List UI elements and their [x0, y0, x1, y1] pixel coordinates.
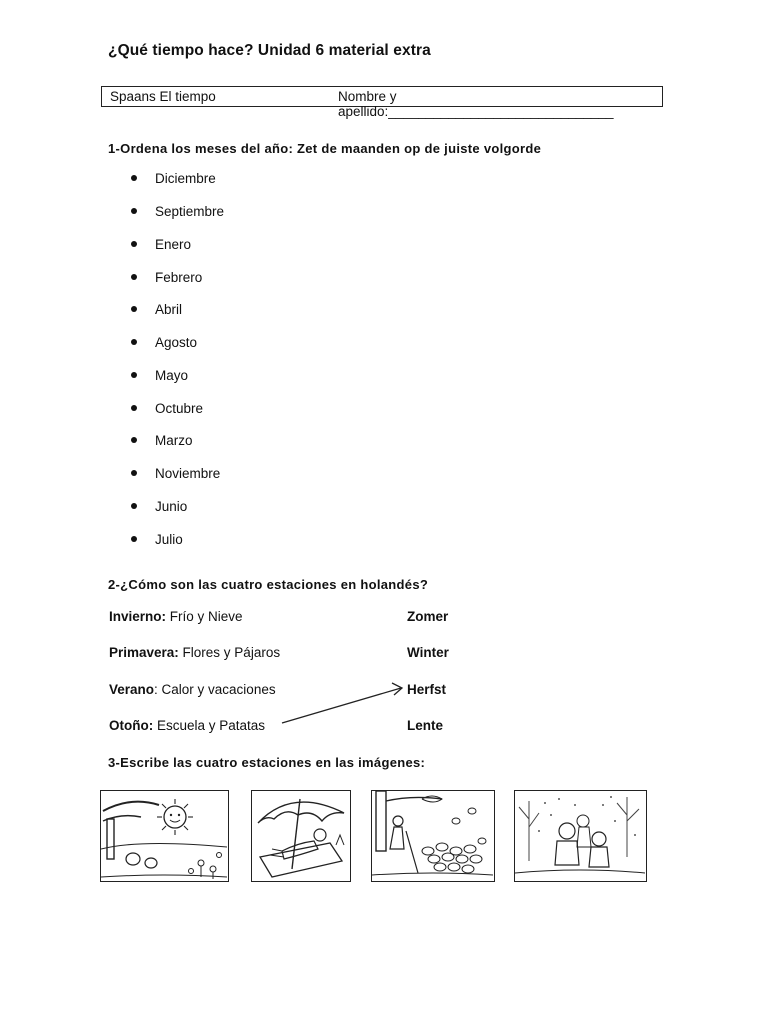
bullet-icon	[131, 175, 137, 181]
list-item: Junio	[131, 499, 187, 514]
list-item: Marzo	[131, 433, 193, 448]
list-item: Octubre	[131, 401, 203, 416]
autumn-scene-icon	[372, 791, 493, 880]
bullet-icon	[131, 339, 137, 345]
season-row: Primavera: Flores y Pájaros	[109, 645, 281, 660]
bullet-icon	[131, 405, 137, 411]
matching-arrow	[280, 680, 410, 730]
dutch-season: Zomer	[407, 609, 449, 624]
section2-title: 2-¿Cómo son las cuatro estaciones en holandés?	[108, 577, 429, 592]
bullet-icon	[131, 208, 137, 214]
name-box	[101, 86, 663, 119]
list-item: Septiembre	[131, 204, 224, 219]
dutch-season: Herfst	[407, 682, 447, 697]
season-row: Verano: Calor y vacaciones	[109, 682, 276, 697]
bullet-icon	[131, 306, 137, 312]
winter-image	[514, 790, 647, 882]
list-item: Julio	[131, 532, 183, 547]
list-item: Diciembre	[131, 171, 216, 186]
season-row: Invierno: Frío y Nieve	[109, 609, 243, 624]
bullet-icon	[131, 503, 137, 509]
bullet-icon	[131, 437, 137, 443]
winter-scene-icon	[515, 791, 645, 880]
bullet-icon	[131, 274, 137, 280]
summer-image	[251, 790, 351, 882]
list-item: Noviembre	[131, 466, 220, 481]
bullet-icon	[131, 241, 137, 247]
spring-scene-icon	[101, 791, 227, 880]
season-row: Otoño: Escuela y Patatas	[109, 718, 266, 733]
name-field[interactable]: Nombre y apellido:______________________________	[338, 89, 614, 119]
spring-image	[100, 790, 229, 882]
page-title: ¿Qué tiempo hace? Unidad 6 material extra	[108, 42, 431, 59]
summer-scene-icon	[252, 791, 349, 880]
bullet-icon	[131, 536, 137, 542]
dutch-season: Winter	[407, 645, 449, 660]
list-item: Febrero	[131, 270, 202, 285]
list-item: Abril	[131, 302, 182, 317]
list-item: Enero	[131, 237, 191, 252]
list-item: Mayo	[131, 368, 188, 383]
bullet-icon	[131, 470, 137, 476]
subject-label: Spaans El tiempo	[110, 89, 216, 104]
bullet-icon	[131, 372, 137, 378]
dutch-season: Lente	[407, 718, 444, 733]
list-item: Agosto	[131, 335, 197, 350]
autumn-image	[371, 790, 495, 882]
section1-title: 1-Ordena los meses del año: Zet de maanden op de juiste volgorde	[108, 141, 542, 156]
section3-title: 3-Escribe las cuatro estaciones en las imágenes:	[108, 755, 426, 770]
